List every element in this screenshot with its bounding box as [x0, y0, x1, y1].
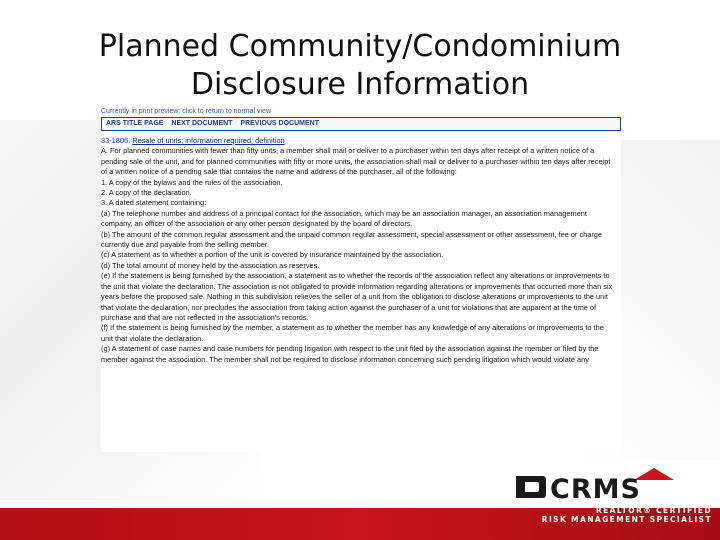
section-title-link[interactable]: Resale of units; information required; definition: [132, 136, 285, 145]
print-preview-link[interactable]: Currently in print preview: click to return to normal view: [101, 108, 272, 115]
statute-text: [101, 136, 621, 365]
document-toolbar: [101, 117, 621, 131]
next-document-link[interactable]: NEXT DOCUMENT: [171, 120, 233, 127]
logo-tagline-2: RISK MANAGEMENT SPECIALIST: [541, 515, 712, 524]
paragraph: 2. A copy of the declaration.: [101, 188, 192, 198]
section-number: 33-1806.: [101, 136, 131, 145]
paragraph: A. For planned communities with fewer than fifty units, a member shall mail or deliver to a purchaser within ten days after receipt of a written notice of a pending sale of the unit, and for planned communities with fifty or more units, the association shall mail or deliver to a purchaser within ten days after receipt of a written notice of a pending sale that contains the name and address of the purchaser, all of the following:: [101, 146, 611, 177]
paragraph: (d) The total amount of money held by the association as reserves.: [101, 260, 320, 270]
crms-logo-mark: [514, 466, 704, 502]
logo-wordmark: CRMS: [550, 474, 641, 502]
paragraph: (b) The amount of the common regular assessment and the unpaid common regular assessment, special assessment or other assessment, fee or charge currently due and payable from the selling member.: [101, 229, 603, 250]
statute-screenshot: [101, 107, 621, 452]
ars-title-page-link[interactable]: ARS TITLE PAGE: [106, 120, 164, 127]
paragraph: 1. A copy of the bylaws and the rules of the association.: [101, 177, 283, 187]
paragraph: (e) If the statement is being furnished by the association, a statement as to whether the records of the association reflect any alterations or improvements to the unit that violate the declaration. The association is not obligated to provide information regarding alterations or improvements that occurred more than six years before the proposed sale. Nothing in this subdivision relieves the seller of a unit from the obligation to disclose alterations or improvements to the unit that violate the declaration, nor precludes the association from taking action against the purchaser of a unit for violations that are apparent at the time of purchase and that are not reflected in the association's records.: [101, 271, 613, 322]
text-fade-overlay: [101, 430, 621, 452]
paragraph: (f) If the statement is being furnished by the member, a statement as to whether the member has any knowledge of any alterations or improvements to the unit that violate the declaration.: [101, 323, 604, 343]
section-heading: [101, 136, 615, 146]
paragraph: 3. A dated statement containing:: [101, 198, 207, 208]
slide-title-line-1: Planned Community/Condominium: [98, 29, 622, 64]
previous-document-link[interactable]: PREVIOUS DOCUMENT: [240, 120, 319, 127]
paragraph: (a) The telephone number and address of a principal contact for the association, which may be an association manager, an association management company, an officer of the association or any other person designated by the board of directors.: [101, 208, 587, 229]
paragraph: (g) A statement of case names and case numbers for pending litigation with respect to the unit filed by the association against the member or filed by the member against the association. The member shall not be required to disclose information concerning such pending litigation which would violate any: [101, 344, 599, 364]
slide-title-line-2: Disclosure Information: [190, 67, 530, 102]
slide-title: [0, 28, 720, 104]
paragraph: (c) A statement as to whether a portion of the unit is covered by insurance maintained by the association.: [101, 250, 444, 260]
logo-tagline-1: REALTOR® CERTIFIED: [595, 506, 712, 515]
crms-logo: [512, 462, 712, 526]
